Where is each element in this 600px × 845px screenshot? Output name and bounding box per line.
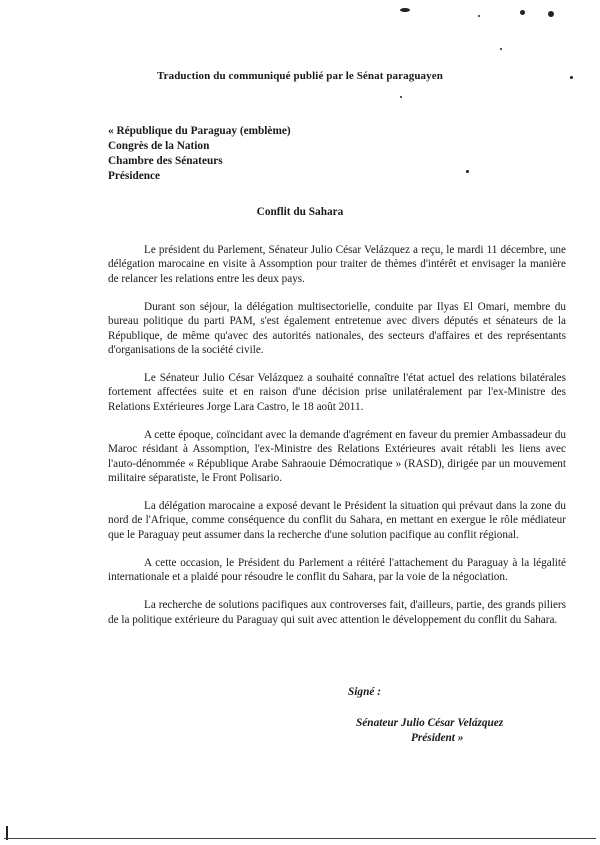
signatory-name: Sénateur Julio César Velázquez xyxy=(356,717,504,729)
letterhead-line: Chambre des Sénateurs xyxy=(108,155,223,167)
scan-speck xyxy=(400,8,410,12)
signed-label: Signé : xyxy=(348,686,381,698)
letterhead-line: « République du Paraguay (emblème) xyxy=(108,125,291,137)
body-paragraph: La recherche de solutions pacifiques aux controverses fait, d'ailleurs, partie, des grands piliers de la politique extérieure du Paraguay qui suit avec attention le développement du conflit du Sahara. xyxy=(108,599,566,626)
letterhead-line: Présidence xyxy=(108,170,161,182)
document-title: Traduction du communiqué publié par le Sénat paraguayen xyxy=(157,70,443,82)
scan-speck xyxy=(570,76,573,79)
scan-speck xyxy=(500,48,502,50)
scan-speck xyxy=(548,11,554,17)
scan-bottom-rule xyxy=(4,838,596,839)
signature-block xyxy=(356,716,556,745)
body-paragraph: Durant son séjour, la délégation multisectorielle, conduite par Ilyas El Omari, membre du bureau politique du parti PAM, s'est également entretenue avec divers députés et sénateurs de la République, de même qu'avec des autorités nationales, des secteurs d'affaires et des représentants d'organisations de la société civile. xyxy=(108,300,566,357)
body-paragraph: La délégation marocaine a exposé devant le Président la situation qui prévaut dans la zone du nord de l'Afrique, comme conséquence du conflit du Sahara, en mettant en exergue le rôle médiateur que le Paraguay peut assumer dans la recherche d'une solution pacifique au conflit régional. xyxy=(108,500,566,541)
body-paragraph: Le Sénateur Julio César Velázquez a souhaité connaître l'état actuel des relations bilatérales fortement affectées suite et en raison d'une décision prise unilatéralement par l'ex-Ministre des Relations Extérieures Jorge Lara Castro, le 18 août 2011. xyxy=(108,372,566,413)
body-paragraph: A cette époque, coïncidant avec la demande d'agrément en faveur du premier Ambassadeur du Maroc résidant à Assomption, l'ex-Ministre des Relations Extérieures avait rétabli les liens avec l'auto-dénommée « République Arabe Sahraouie Démocratique » (RASD), dirigée par un mouvement militaire séparatiste, le Front Polisario. xyxy=(108,428,566,485)
body-paragraph: Le président du Parlement, Sénateur Julio César Velázquez a reçu, le mardi 11 décembre, une délégation marocaine en visite à Assomption pour traiter de thèmes d'intérêt et envisager la manière de relancer les relations entre les deux pays. xyxy=(108,244,566,285)
signatory-role: Président » xyxy=(411,731,464,744)
scan-speck xyxy=(466,170,469,173)
scan-speck xyxy=(400,96,402,98)
letterhead-line: Congrès de la Nation xyxy=(108,140,210,152)
subject-heading: Conflit du Sahara xyxy=(256,206,344,218)
letterhead xyxy=(108,124,291,184)
body-paragraph: A cette occasion, le Président du Parlement a réitéré l'attachement du Paraguay à la légalité internationale et a plaidé pour résoudre le conflit du Sahara, par la voie de la négociation. xyxy=(108,556,566,584)
scan-speck xyxy=(520,10,525,15)
scan-speck xyxy=(478,15,480,17)
body-text xyxy=(108,243,566,641)
